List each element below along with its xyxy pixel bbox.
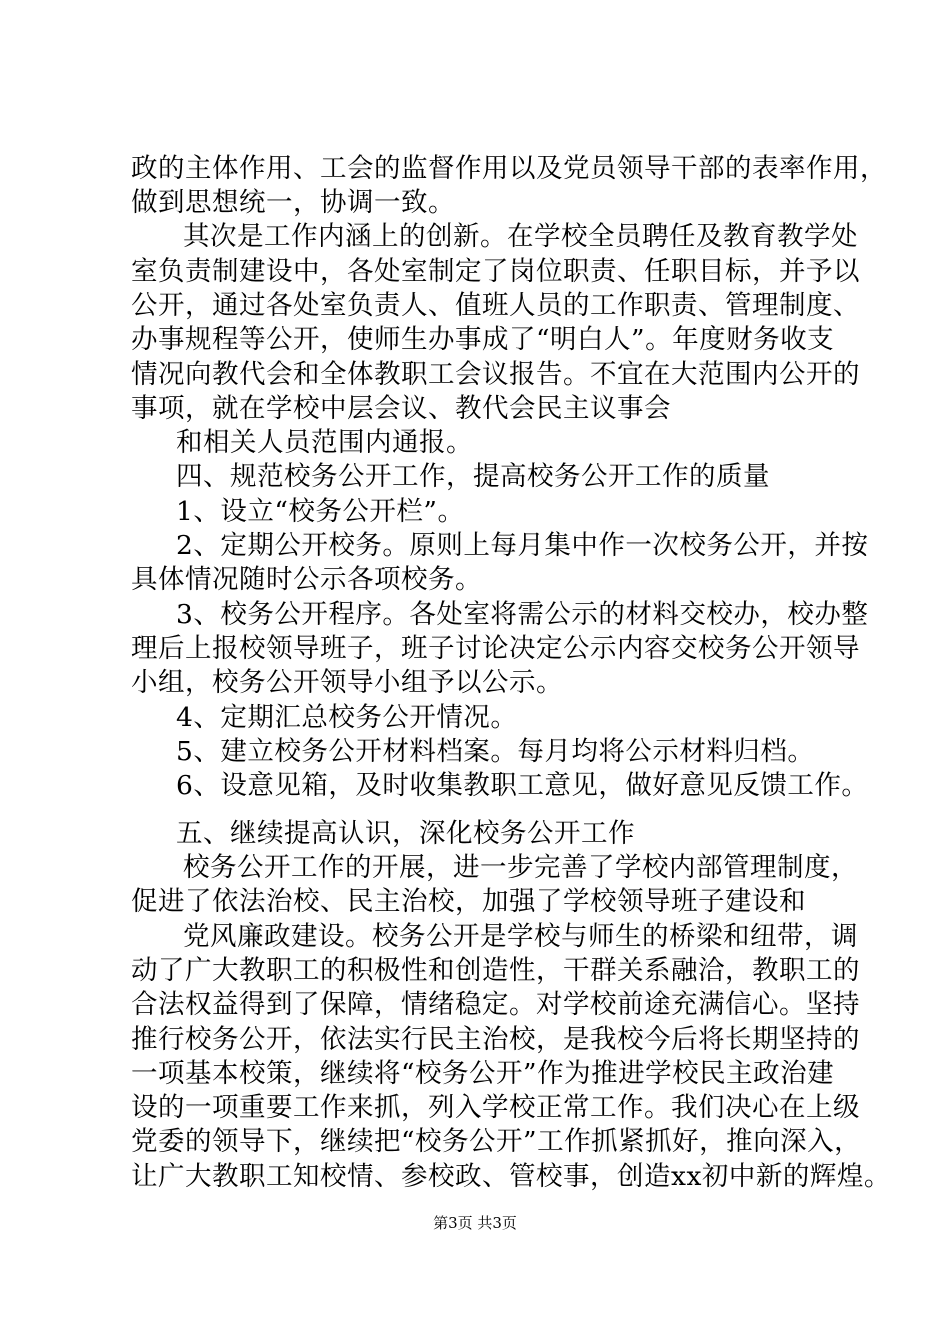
paragraph-line: 党风廉政建设。校务公开是学校与师生的桥梁和纽带，调	[183, 921, 858, 952]
paragraph-line: 理后上报校领导班子，班子讨论决定公示内容交校务公开领导	[131, 633, 860, 664]
paragraph-line: 让广大教职工知校情、参校政、管校事，创造xx初中新的辉煌。	[131, 1161, 891, 1192]
paragraph-line: 做到思想统一，协调一致。	[131, 187, 455, 218]
paragraph-line: 具体情况随时公示各项校务。	[131, 564, 482, 595]
paragraph-line: 动了广大教职工的积极性和创造性，干群关系融洽，教职工的	[131, 955, 860, 986]
paragraph-line: 推行校务公开，依法实行民主治校，是我校今后将长期坚持的	[131, 1024, 860, 1055]
paragraph-line: 政的主体作用、工会的监督作用以及党员领导干部的表率作用，	[131, 153, 887, 184]
paragraph-line: 合法权益得到了保障，情绪稳定。对学校前途充满信心。坚持	[131, 989, 860, 1020]
paragraph-line: 党委的领导下，继续把“校务公开”工作抓紧抓好，推向深入，	[131, 1126, 862, 1157]
paragraph-line: 和相关人员范围内通报。	[176, 427, 473, 458]
section-heading-4: 四、规范校务公开工作，提高校务公开工作的质量	[176, 461, 770, 492]
paragraph-line: 其次是工作内涵上的创新。在学校全员聘任及教育教学处	[183, 221, 858, 252]
paragraph-line: 设的一项重要工作来抓，列入学校正常工作。我们决心在上级	[131, 1092, 860, 1123]
list-item: 2、定期公开校务。原则上每月集中作一次校务公开，并按	[176, 530, 869, 561]
paragraph-line: 情况向教代会和全体教职工会议报告。不宜在大范围内公开的	[131, 359, 860, 390]
list-item: 6、设意见箱，及时收集教职工意见，做好意见反馈工作。	[176, 770, 869, 801]
paragraph-line: 公开，通过各处室负责人、值班人员的工作职责、管理制度、	[131, 290, 860, 321]
paragraph-line: 办事规程等公开，使师生办事成了“明白人”。年度财务收支	[131, 324, 835, 355]
section-heading-5: 五、继续提高认识，深化校务公开工作	[176, 818, 635, 849]
page-footer: 第3页 共3页	[433, 1214, 517, 1232]
list-item: 3、校务公开程序。各处室将需公示的材料交校办，校办整	[176, 599, 869, 630]
list-item: 5、建立校务公开材料档案。每月均将公示材料归档。	[176, 736, 815, 767]
paragraph-line: 校务公开工作的开展，进一步完善了学校内部管理制度，	[183, 852, 858, 883]
paragraph-line: 一项基本校策，继续将“校务公开”作为推进学校民主政治建	[131, 1058, 835, 1089]
paragraph-line: 事项，就在学校中层会议、教代会民主议事会	[131, 393, 671, 424]
paragraph-line: 促进了依法治校、民主治校，加强了学校领导班子建设和	[131, 886, 806, 917]
list-item: 1、设立“校务公开栏”。	[176, 496, 465, 527]
list-item: 4、定期汇总校务公开情况。	[176, 702, 518, 733]
paragraph-line: 小组，校务公开领导小组予以公示。	[131, 667, 563, 698]
paragraph-line: 室负责制建设中，各处室制定了岗位职责、任职目标，并予以	[131, 256, 860, 287]
